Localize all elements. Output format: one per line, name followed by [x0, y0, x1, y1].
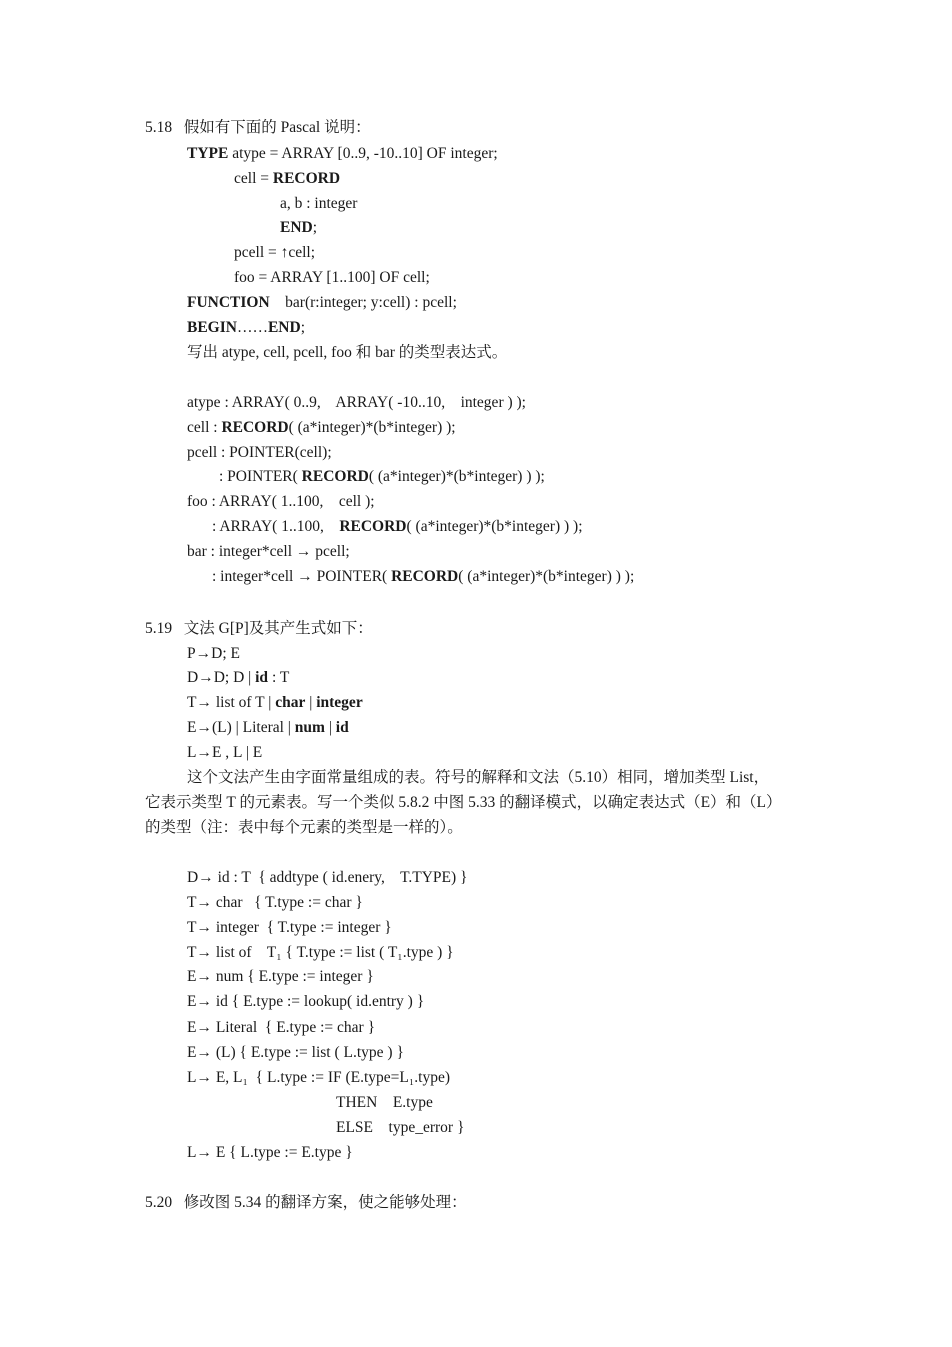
grammar-rule-d: D→D; D | id : T	[187, 669, 290, 686]
problem-question: 写出 atype, cell, pcell, foo 和 bar 的类型表达式。	[187, 344, 508, 361]
scheme-line: T→ char { T.type := char }	[187, 894, 363, 911]
problem-number: 5.20	[145, 1194, 173, 1211]
keyword-end: END	[267, 319, 301, 336]
keyword-end: END	[280, 219, 313, 236]
answer-pcell: pcell : POINTER(cell);	[187, 444, 332, 461]
problem-5-18-header	[145, 118, 371, 138]
code-line-end: END;	[280, 219, 318, 236]
problem-statement: 假如有下面的 Pascal 说明：	[183, 119, 371, 136]
scheme-line: E→ (L) { E.type := list ( L.type ) }	[187, 1044, 404, 1061]
problem-statement: 修改图 5.34 的翻译方案，使之能够处理：	[183, 1194, 467, 1211]
keyword-type: TYPE	[187, 145, 229, 162]
answer-atype: atype : ARRAY( 0..9, ARRAY( -10..10, integer ) );	[187, 394, 526, 411]
grammar-rule-l: L→E , L | E	[187, 744, 263, 761]
keyword-record: RECORD	[272, 170, 341, 187]
problem-5-19-header	[145, 619, 373, 639]
code-line-atype: TYPE atype = ARRAY [0..9, -10..10] OF integer;	[187, 145, 498, 162]
scheme-line: THEN E.type	[336, 1094, 433, 1111]
problem-5-20-header	[145, 1193, 467, 1213]
answer-bar: bar : integer*cell → pcell;	[187, 543, 350, 560]
scheme-line: T→ integer { T.type := integer }	[187, 919, 392, 936]
grammar-rule-e: E→(L) | Literal | num | id	[187, 719, 349, 736]
keyword-function: FUNCTION	[187, 294, 270, 311]
paragraph-line: 的类型（注：表中每个元素的类型是一样的）。	[145, 819, 463, 836]
problem-statement: 文法 G[P]及其产生式如下：	[183, 620, 373, 637]
answer-bar-expanded: : integer*cell → POINTER( RECORD( (a*integer)*(b*integer) ) );	[212, 568, 635, 585]
code-line-pcell: pcell = ↑cell;	[234, 244, 316, 261]
scheme-line: E→ Literal { E.type := char }	[187, 1019, 376, 1036]
problem-number: 5.19	[145, 620, 173, 637]
answer-pcell-expanded: : POINTER( RECORD( (a*integer)*(b*integer) ) );	[219, 468, 545, 485]
problem-number: 5.18	[145, 119, 173, 136]
scheme-line: E→ id { E.type := lookup( id.entry ) }	[187, 993, 425, 1010]
grammar-rule-t: T→ list of T | char | integer	[187, 694, 363, 711]
code-line-begin: BEGIN……END;	[187, 319, 306, 336]
scheme-line: L→ E { L.type := E.type }	[187, 1144, 353, 1161]
scheme-line: E→ num { E.type := integer }	[187, 968, 374, 985]
scheme-line: L→ E, L₁ { L.type := IF (E.type=L₁.type)	[187, 1069, 451, 1086]
paragraph-line: 它表示类型 T 的元素表。写一个类似 5.8.2 中图 5.33 的翻译模式，以确定表达式（E）和（L）	[145, 794, 782, 811]
code-line-foo: foo = ARRAY [1..100] OF cell;	[234, 269, 430, 286]
answer-cell: cell : RECORD( (a*integer)*(b*integer) );	[187, 419, 456, 436]
answer-foo: foo : ARRAY( 1..100, cell );	[187, 493, 375, 510]
code-line-function: FUNCTION bar(r:integer; y:cell) : pcell;	[187, 294, 457, 311]
scheme-line: ELSE type_error }	[336, 1119, 465, 1136]
scheme-line: T→ list of T₁ { T.type := list ( T₁.type ) }	[187, 944, 454, 961]
scheme-line: D→ id : T { addtype ( id.enery, T.TYPE) }	[187, 869, 468, 886]
code-line-cell: cell = RECORD	[234, 170, 341, 187]
grammar-rule-p: P→D; E	[187, 645, 240, 662]
code-line-fields: a, b : integer	[280, 195, 358, 212]
keyword-begin: BEGIN	[187, 319, 237, 336]
answer-foo-expanded: : ARRAY( 1..100, RECORD( (a*integer)*(b*integer) ) );	[212, 518, 583, 535]
paragraph-line: 这个文法产生由字面常量组成的表。符号的解释和文法（5.10）相同，增加类型 List，	[187, 769, 770, 786]
